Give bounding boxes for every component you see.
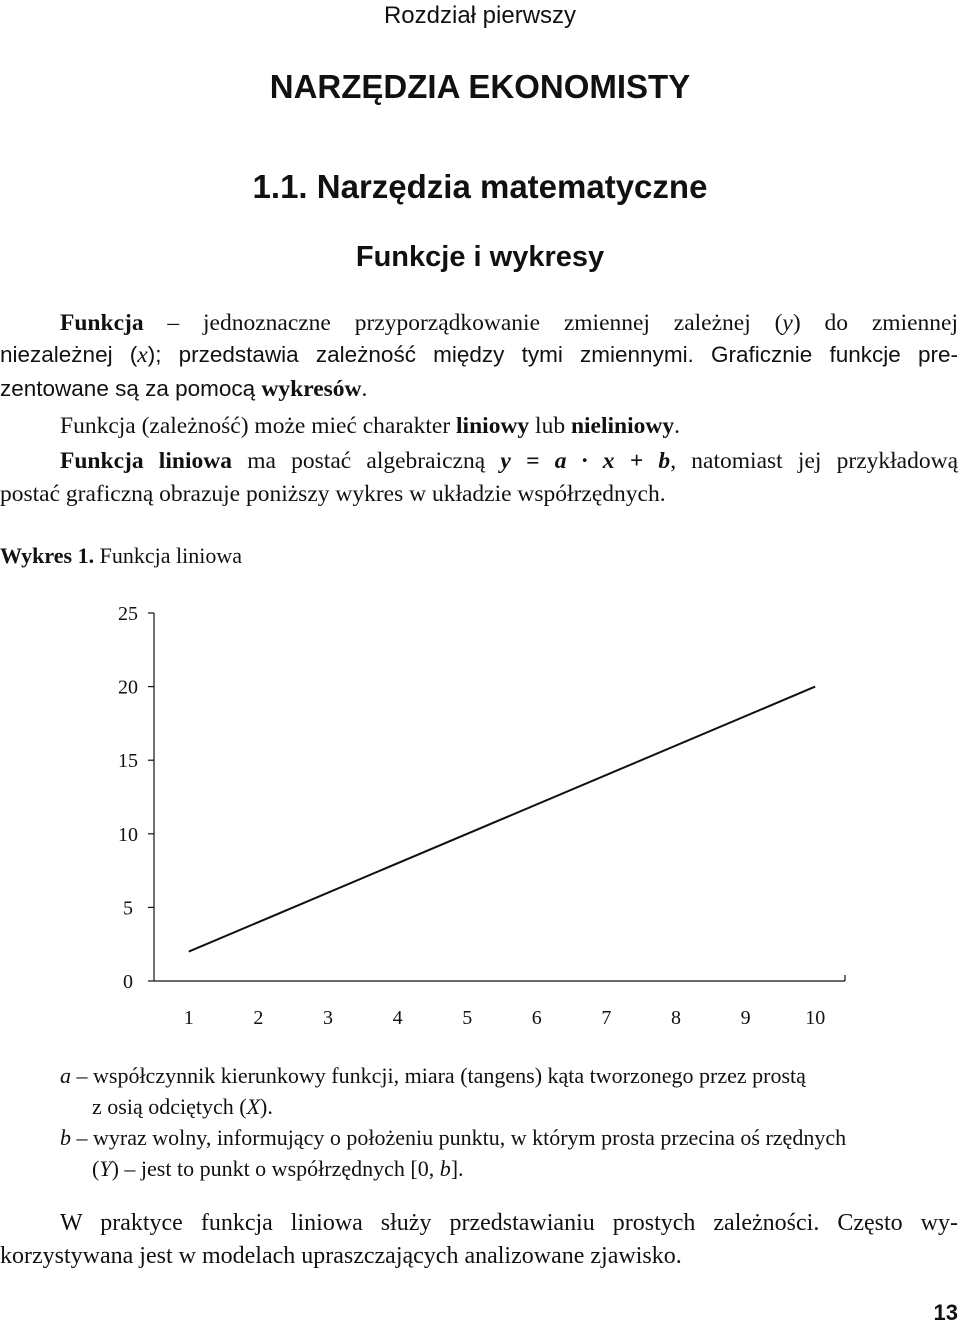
series-line	[189, 687, 815, 952]
text-segment: .	[361, 376, 368, 402]
x-tick-label: 1	[183, 1007, 194, 1029]
definition-a-text: – współczynnik kierunkowy funkcji, miara (tangens) kąta tworzonego przez prostą	[71, 1063, 806, 1088]
chapter-title: NARZĘDZIA EKONOMISTY	[269, 68, 691, 105]
definition-b-line-2	[92, 1156, 464, 1182]
x-tick-label: 5	[462, 1007, 473, 1029]
paragraph-function-definition-line-2	[0, 342, 958, 369]
axis-x-symbol: X	[246, 1094, 261, 1119]
x-tick-label: 6	[531, 1007, 542, 1029]
linear-function-chart	[0, 590, 960, 1040]
x-tick-label: 7	[601, 1007, 612, 1029]
paragraph-function-definition-line-1	[60, 310, 958, 337]
x-tick-label: 10	[805, 1007, 826, 1029]
symbol-b: b	[60, 1125, 71, 1150]
text-segment: korzystywana jest w modelach upraszczających analizowane zjawisko.	[0, 1243, 682, 1269]
definition-b-text: – wyraz wolny, informujący o położeniu punktu, w którym prosta przecina oś rzędnych	[71, 1125, 847, 1150]
text-segment: z osią odciętych (	[92, 1094, 247, 1119]
variable-y: y	[782, 310, 793, 336]
text-segment: (	[92, 1156, 100, 1181]
text-segment: ) do zmiennej	[792, 310, 958, 336]
chart-caption	[0, 543, 242, 569]
text-segment: ].	[450, 1156, 464, 1181]
text-segment: ma postać algebraiczną	[231, 448, 501, 474]
term-wykresow: wykresów	[261, 376, 362, 402]
term-funkcja: Funkcja	[60, 310, 144, 336]
x-tick-label: 4	[392, 1007, 403, 1029]
symbol-a: a	[60, 1063, 71, 1088]
variable-x: x	[137, 342, 148, 368]
closing-paragraph-line-2	[0, 1243, 958, 1270]
text-segment: Funkcja (zależność) może mieć charakter	[60, 413, 457, 439]
subsection-title: Funkcje i wykresy	[355, 241, 605, 273]
y-tick-label: 10	[118, 823, 138, 846]
x-tick-label: 8	[671, 1007, 681, 1029]
chapter-label: Rozdział pierwszy	[383, 2, 577, 29]
x-tick-label: 2	[253, 1007, 264, 1029]
y-tick-label: 25	[118, 603, 138, 625]
text-segment: W praktyce funkcja liniowa służy przedstawianiu prostych zależności. Często wy-	[60, 1210, 958, 1236]
y-tick-label: 15	[118, 750, 138, 773]
text-segment: ).	[260, 1094, 273, 1119]
x-tick-label: 9	[740, 1007, 751, 1029]
axis-y-symbol: Y	[99, 1156, 112, 1181]
text-segment: niezależnej (	[0, 342, 138, 367]
paragraph-linearity	[60, 413, 958, 440]
text-segment: ) – jest to punkt o współrzędnych [0,	[111, 1156, 440, 1181]
text-segment: ); przedstawia zależność między tymi zmiennymi. Graficznie funkcje pre-	[147, 342, 958, 367]
formula: y = a · x + b	[500, 448, 671, 474]
page-number: 13	[933, 1300, 958, 1325]
term-nieliniowy: nieliniowy	[570, 413, 675, 439]
paragraph-function-definition-line-3	[0, 376, 958, 403]
y-tick-label: 0	[123, 971, 133, 993]
text-segment: .	[674, 413, 680, 439]
chart-caption-label: Wykres 1.	[0, 543, 95, 568]
y-tick-label: 5	[123, 897, 133, 920]
x-tick-label: 3	[323, 1007, 333, 1029]
text-segment: postać graficzną obrazuje poniższy wykres w układzie współrzędnych.	[0, 481, 666, 507]
closing-paragraph-line-1	[60, 1210, 958, 1237]
definition-a-line-2	[92, 1094, 273, 1120]
definition-b	[60, 1125, 846, 1151]
y-tick-label: 20	[118, 676, 138, 699]
term-funkcja-liniowa: Funkcja liniowa	[60, 448, 232, 474]
term-liniowy: liniowy	[456, 413, 530, 439]
definition-a	[60, 1063, 806, 1089]
text-segment: – jednoznaczne przyporządkowanie zmiennej zależnej (	[143, 310, 783, 336]
text-segment: zentowane są za pomocą	[0, 376, 262, 401]
text-segment: lub	[529, 413, 571, 439]
section-title: 1.1. Narzędzia matematyczne	[252, 168, 708, 205]
chart-caption-title: Funkcja liniowa	[94, 543, 242, 568]
paragraph-linear-function-line-2	[0, 481, 958, 508]
symbol-b: b	[439, 1156, 451, 1181]
paragraph-linear-function-line-1	[60, 448, 958, 475]
text-segment: , natomiast jej przykładową	[670, 448, 959, 474]
